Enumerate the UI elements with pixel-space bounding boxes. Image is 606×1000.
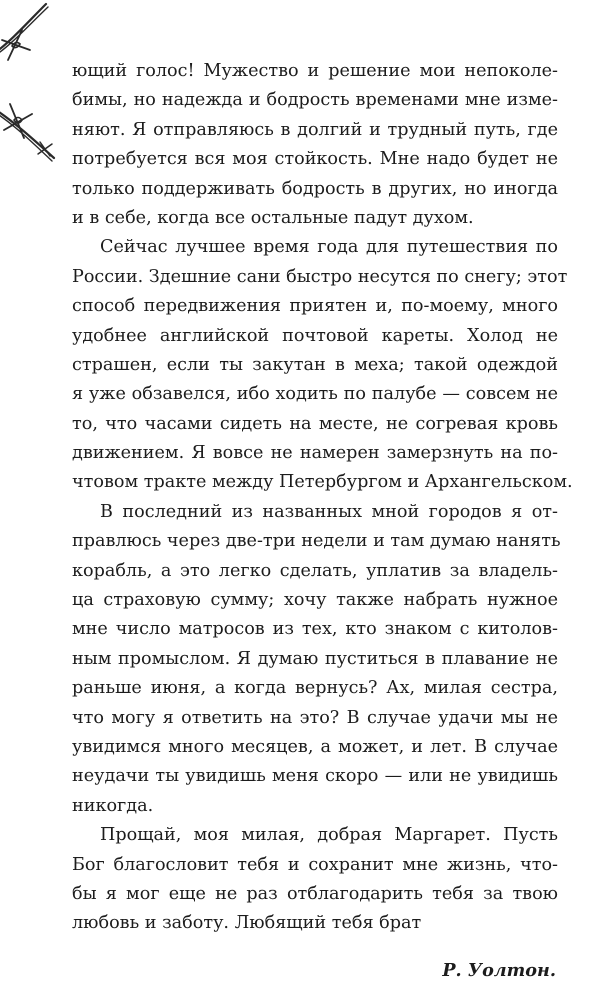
text-line: увидимся много месяцев, а может, и лет. В случае xyxy=(72,736,558,757)
text-line: ца страховую сумму; хочу также набрать нужное xyxy=(72,590,558,611)
text-line: Бог благословит тебя и сохранит мне жизнь, что- xyxy=(72,854,558,875)
paragraph xyxy=(72,498,561,821)
text-line: В последний из названных мной городов я от- xyxy=(100,501,558,522)
text-line: няют. Я отправляюсь в долгий и трудный путь, где xyxy=(72,119,558,140)
text-line: бы я мог еще не раз отблагодарить тебя за твою xyxy=(72,883,558,904)
text-line: правлюсь через две-три недели и там думаю нанять xyxy=(72,531,561,552)
paragraph xyxy=(72,821,558,939)
text-line: корабль, а это легко сделать, уплатив за владель- xyxy=(72,560,558,581)
paragraph xyxy=(72,233,573,498)
text-line: бимы, но надежда и бодрость временами мне изме- xyxy=(72,90,558,111)
text-line: раньше июня, а когда вернусь? Ах, милая сестра, xyxy=(72,678,558,699)
text-line: способ передвижения приятен и, по-моему, много xyxy=(72,296,558,317)
text-line: что могу я ответить на это? В случае удачи мы не xyxy=(72,707,558,728)
text-line: России. Здешние сани быстро несутся по снегу; этот xyxy=(72,266,568,287)
text-line: мне число матросов из тех, кто знаком с китолов- xyxy=(72,619,558,640)
text-line: я уже обзавелся, ибо ходить по палубе — совсем не xyxy=(72,384,558,405)
text-line: страшен, если ты закутан в меха; такой одеждой xyxy=(72,354,558,375)
text-line: Сейчас лучшее время года для путешествия по xyxy=(100,237,558,258)
barbed-wire-icon xyxy=(0,0,70,170)
signature: Р. Уолтон. xyxy=(442,959,556,981)
paragraph xyxy=(72,57,558,233)
text-line: неудачи ты увидишь меня скоро — или не увидишь xyxy=(72,766,558,787)
text-line: Прощай, моя милая, добрая Маргарет. Пусть xyxy=(100,825,558,846)
letter-text xyxy=(72,57,573,985)
text-line: потребуется вся моя стойкость. Мне надо будет не xyxy=(72,149,558,170)
text-line: то, что часами сидеть на месте, не согревая кровь xyxy=(72,413,558,434)
text-line: никогда. xyxy=(72,795,154,816)
text-line: движением. Я вовсе не намерен замерзнуть на по- xyxy=(72,443,558,464)
text-line: и в себе, когда все остальные падут духом. xyxy=(72,207,474,228)
text-line: любовь и заботу. Любящий тебя брат xyxy=(72,913,422,934)
text-line: только поддерживать бодрость в других, но иногда xyxy=(72,178,558,199)
text-line: удобнее английской почтовой кареты. Холод не xyxy=(72,325,558,346)
text-line: ющий голос! Мужество и решение мои непоколе- xyxy=(72,61,558,81)
text-line: чтовом тракте между Петербургом и Архангельском. xyxy=(72,472,573,493)
text-line: ным промыслом. Я думаю пуститься в плавание не xyxy=(72,648,558,669)
